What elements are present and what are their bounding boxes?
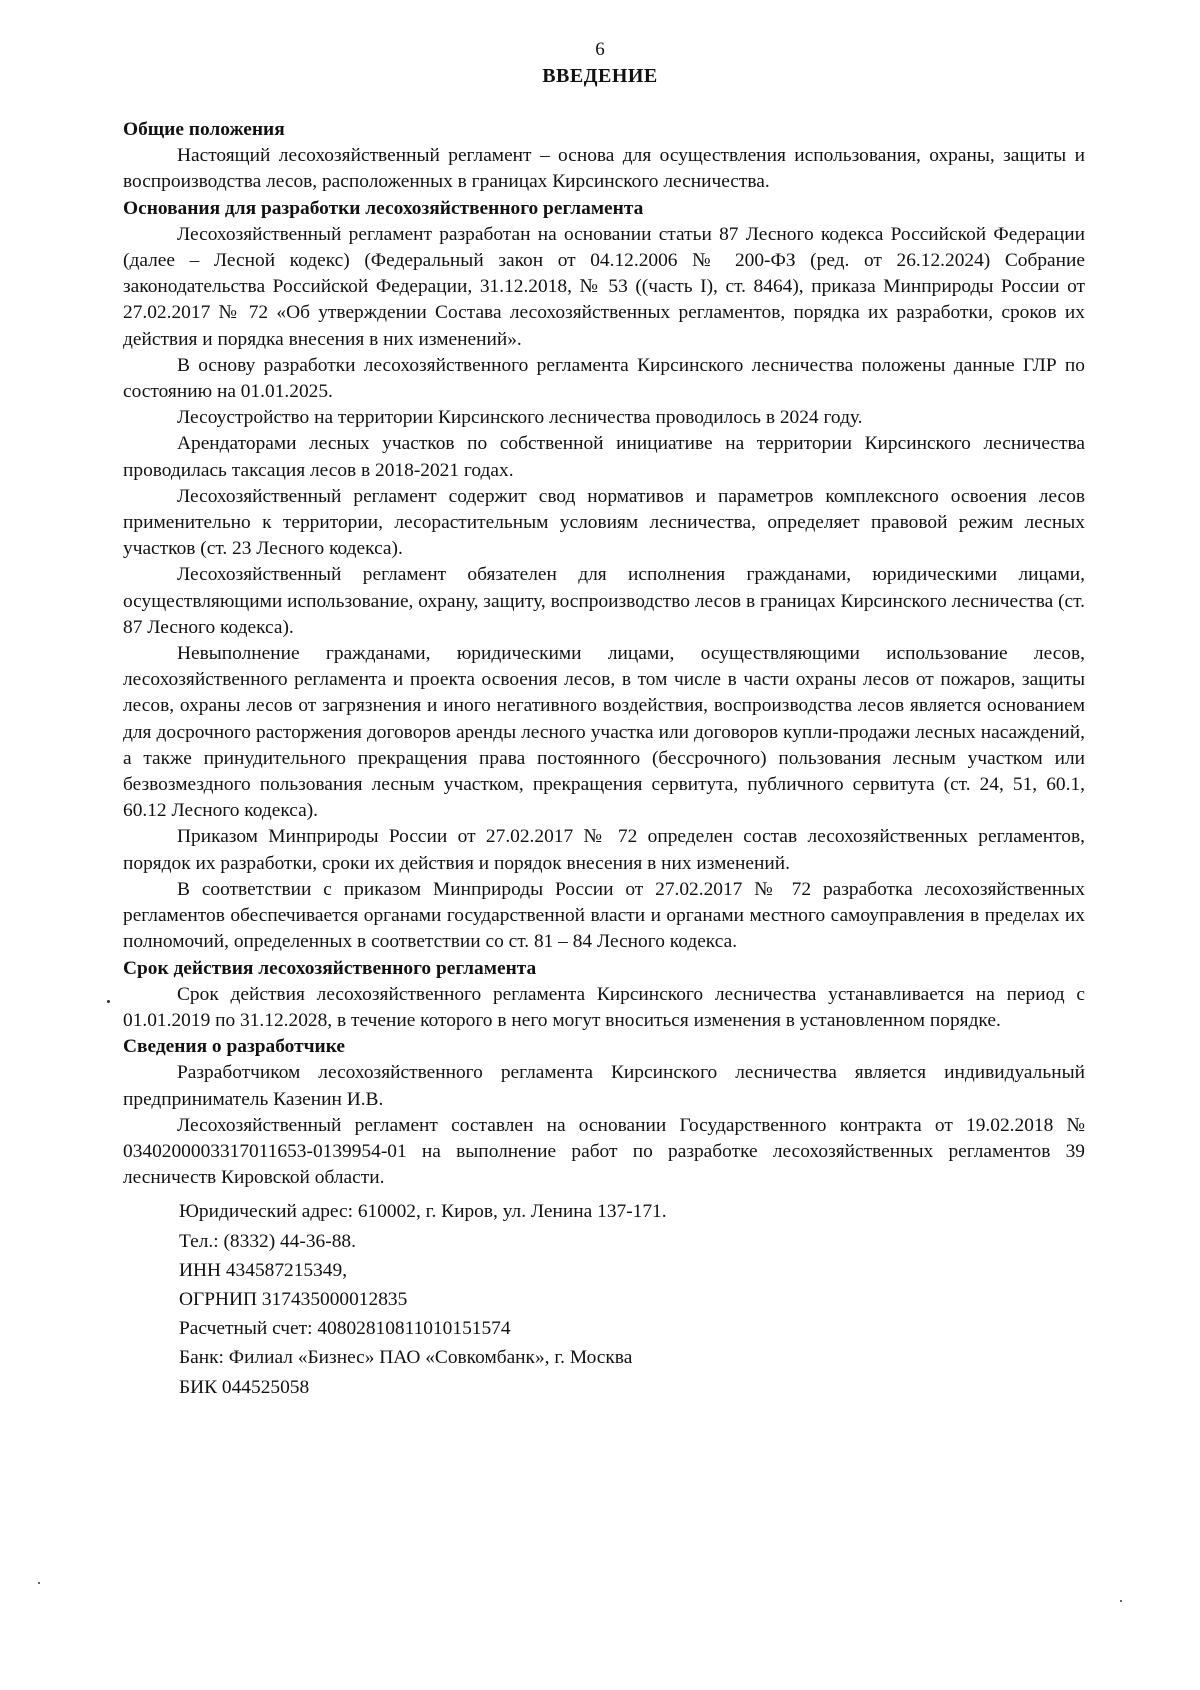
paragraph: Арендаторами лесных участков по собственной инициативе на территории Кирсинского лесничества проводилась таксация лесов в 2018-2021 годах. bbox=[123, 433, 1085, 481]
developer-ogrnip: ОГРНИП 317435000012835 bbox=[179, 1288, 408, 1310]
scan-speck bbox=[1120, 1600, 1122, 1602]
paragraph: Срок действия лесохозяйственного регламента Кирсинского лесничества устанавливается на период с 01.01.2019 по 31.12.2028, в течение которого в него могут вноситься изменения в установленном порядке. bbox=[123, 983, 1085, 1031]
paragraph: Лесохозяйственный регламент содержит свод нормативов и параметров комплексного освоения лесов применительно к территории, лесорастительным условиям лесничества, определяет правовой режим лесных участков (ст. 23 Лесного кодекса). bbox=[123, 485, 1085, 560]
section-heading-developer: Сведения о разработчике bbox=[123, 1036, 346, 1058]
paragraph: Приказом Минприроды России от 27.02.2017 № 72 определен состав лесохозяйственных регламентов, порядок их разработки, сроки их действия и порядок внесения в них изменений. bbox=[123, 826, 1085, 874]
paragraph: Лесохозяйственный регламент обязателен для исполнения гражданами, юридическими лицами, осуществляющими использование, охрану, защиту, воспроизводство лесов в границах Кирсинского лесничества (ст. 87 Лесного кодекса). bbox=[123, 564, 1085, 638]
document-body bbox=[123, 117, 1085, 1402]
developer-details bbox=[123, 1197, 1085, 1401]
paragraph: Настоящий лесохозяйственный регламент – основа для осуществления использования, охраны, защиты и воспроизводства лесов, расположенных в границах Кирсинского лесничества. bbox=[123, 145, 1085, 193]
section-heading-basis: Основания для разработки лесохозяйственного регламента bbox=[123, 197, 644, 219]
developer-account: Расчетный счет: 40802810811010151574 bbox=[179, 1318, 511, 1340]
paragraph: Лесоустройство на территории Кирсинского лесничества проводилось в 2024 году. bbox=[177, 407, 863, 429]
page-number: 6 bbox=[595, 39, 605, 60]
developer-bik: БИК 044525058 bbox=[179, 1376, 310, 1398]
section-heading-general: Общие положения bbox=[123, 119, 285, 140]
page-title: ВВЕДЕНИЕ bbox=[542, 65, 658, 87]
developer-phone: Тел.: (8332) 44-36-88. bbox=[179, 1230, 356, 1252]
paragraph: В основу разработки лесохозяйственного регламента Кирсинского лесничества положены данные ГЛР по состоянию на 01.01.2025. bbox=[123, 354, 1085, 403]
paragraph: Разработчиком лесохозяйственного регламента Кирсинского лесничества является индивидуальный предприниматель Казенин И.В. bbox=[123, 1062, 1085, 1110]
section-heading-term: Срок действия лесохозяйственного регламента bbox=[123, 957, 537, 979]
scan-speck bbox=[107, 1000, 110, 1003]
paragraph: Лесохозяйственный регламент составлен на основании Государственного контракта от 19.02.2018 № 0340200003317011653-0139954-01 на выполнение работ по разработке лесохозяйственных регламентов 39 лесничеств Кировской области. bbox=[123, 1114, 1085, 1189]
developer-bank: Банк: Филиал «Бизнес» ПАО «Совкомбанк», г. Москва bbox=[179, 1347, 633, 1369]
paragraph: В соответствии с приказом Минприроды России от 27.02.2017 № 72 разработка лесохозяйственных регламентов обеспечивается органами государственной власти и органами местного самоуправления в пределах их полномочий, определенных в соответствии со ст. 81 – 84 Лесного кодекса. bbox=[123, 878, 1085, 953]
developer-inn: ИНН 434587215349, bbox=[179, 1259, 348, 1281]
paragraph: Лесохозяйственный регламент разработан на основании статьи 87 Лесного кодекса Российской Федерации (далее – Лесной кодекс) (Федеральный закон от 04.12.2006 № 200-ФЗ (ред. от 26.12.2024) Собрание законодательства Российской Федерации, 31.12.2018, № 53 ((часть I), ст. 8464), приказа Минприроды России от 27.02.2017 № 72 «Об утверждении Состава лесохозяйственных регламентов, порядка их разработки, сроков их действия и порядка внесения в них изменений». bbox=[123, 223, 1085, 350]
scan-speck bbox=[38, 1582, 40, 1584]
developer-address: Юридический адрес: 610002, г. Киров, ул. Ленина 137-171. bbox=[179, 1201, 667, 1223]
paragraph: Невыполнение гражданами, юридическими лицами, осуществляющими использование лесов, лесохозяйственного регламента и проекта освоения лесов, в том числе в части охраны лесов от пожаров, защиты лесов, охраны лесов от загрязнения и иного негативного воздействия, воспроизводства лесов является основанием для досрочного расторжения договоров аренды лесного участка или договоров купли-продажи лесных насаждений, а также принудительного прекращения права постоянного (бессрочного) пользования лесным участком или безвозмездного пользования лесным участком, прекращения сервитута, публичного сервитута (ст. 24, 51, 60.1, 60.12 Лесного кодекса). bbox=[123, 643, 1085, 822]
